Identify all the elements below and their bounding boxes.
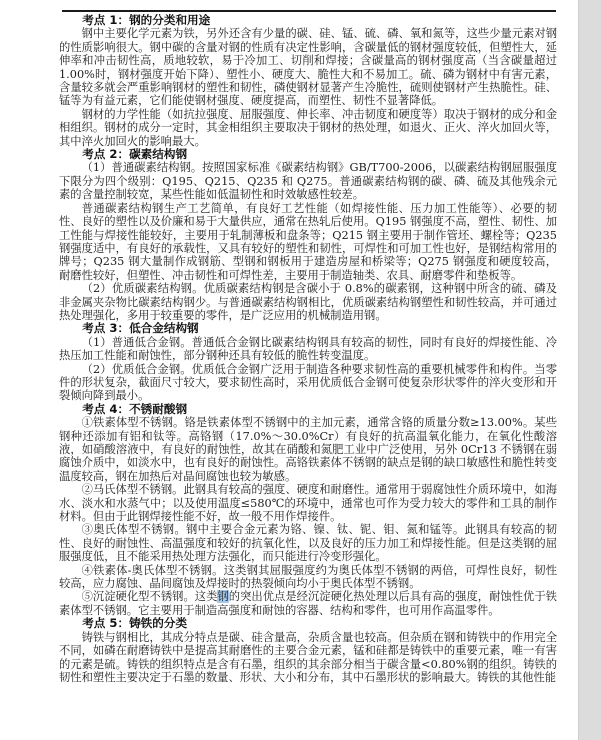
page-edge-gutter xyxy=(578,0,601,740)
heading-exam-point-3: 考点 3：低合金结构钢 xyxy=(82,321,199,336)
text-after-selection: 的突出优点是经沉淀硬化热处理以后具有高的强度，耐蚀性优于铁素体型不锈钢。它主要用于制造高强度和耐蚀的容器、结构和零件，也可用作高温零件。 xyxy=(59,590,557,617)
section-exam-point-2 xyxy=(59,148,557,322)
paragraph: 普通碳素结构钢生产工艺简单，有良好工艺性能（如焊接性能、压力加工性能等）、必要的韧性、良好的塑性以及价廉和易于大量供应，通常在热轧后使用。Q195 钢强度不高，塑性、韧性、加工性能与焊接性能较好，主要用于轧制薄板和盘条等；Q215 钢主要用于制作管坯、螺栓等；Q235 钢强度适中，有良好的承载性，又具有较好的塑性和韧性，可焊性和可加工性也好，是钢结构常用的牌号；Q235 钢大量制作成钢筋、型钢和钢板用于建造房屋和桥梁等；Q275 钢强度和硬度较高，耐磨性较好，但塑性、冲击韧性和可焊性差，主要用于制造轴类、农具、耐磨零件和垫板等。 xyxy=(59,201,557,282)
paragraph: 铸铁与钢相比，其成分特点是碳、硅含量高，杂质含量也较高。但杂质在钢和铸铁中的作用完全不同，如磷在耐磨铸铁中是提高其耐磨性的主要合金元素，锰和硅都是铸铁中的重要元素，唯一有害的元素是硫。铸铁的组织特点是含有石墨，组织的其余部分相当于碳含量<0.80%钢的组织。铸铁的韧性和塑性主要决定于石墨的数量、形状、大小和分布，其中石墨形状的影响最大。铸铁的其他性能 xyxy=(59,630,557,684)
paragraph: （2）优质低合金钢。优质低合金钢广泛用于制造各种要求韧性高的重要机械零件和构件。当零件的形状复杂，截面尺寸较大，要求韧性高时，采用优质低合金钢可使复杂形状零件的淬火变形和开裂倾向降到最小。 xyxy=(59,362,557,403)
section-exam-point-3 xyxy=(59,322,557,402)
heading-exam-point-1: 考点 1：钢的分类和用途 xyxy=(82,13,211,27)
section-exam-point-1 xyxy=(59,14,557,148)
section-exam-point-5 xyxy=(59,617,557,684)
paragraph: 钢中主要化学元素为铁，另外还含有少量的碳、硅、锰、硫、磷、氧和氮等，这些少量元素对钢的性质影响很大。钢中碳的含量对钢的性质有决定性影响，含碳量低的钢材强度较低，但塑性大，延伸率和冲击韧性高，质地较软，易于冷加工、切削和焊接；含碳量高的钢材强度高（当含碳量超过 1.00%时，钢材强度开始下降）、塑性小、硬度大、脆性大和不易加工。硫、磷为钢材中有害元素，含量较多就会严重影响钢材的塑性和韧性，磷使钢材显著产生冷脆性，硫则使钢材产生热脆性。硅、锰等为有益元素，它们能使钢材强度、硬度提高，而塑性、韧性不显著降低。 xyxy=(59,27,557,108)
paragraph: 钢材的力学性能（如抗拉强度、屈服强度、伸长率、冲击韧度和硬度等）取决于钢材的成分和金相组织。钢材的成分一定时，其金相组织主要取决于钢材的热处理，如退火、正火、淬火加回火等，其中淬火加回火的影响最大。 xyxy=(59,107,557,148)
header-rule xyxy=(62,10,556,12)
paragraph: （2）优质碳素结构钢。优质碳素结构钢是含碳小于 0.8%的碳素钢，这种钢中所含的硫、磷及非金属夹杂物比碳素结构钢少。与普通碳素结构钢相比，优质碳素结构钢塑性和韧性较高，并可通过热处理强化，多用于较重要的零件，是广泛应用的机械制造用钢。 xyxy=(59,282,557,322)
paragraph: （1）普通碳素结构钢。按照国家标准《碳素结构钢》GB/T700-2006，以碳素结构钢屈服强度下限分为四个级别：Q195、Q215、Q235 和 Q275。普通碳素结构钢的碳、磷、硫及其他残余元素的含量控制较宽，某些性能如低温韧性和时效敏感性较差。 xyxy=(59,161,557,202)
paragraph: ④铁素体-奥氏体型不锈钢。这类钢其屈服强度约为奥氏体型不锈钢的两倍，可焊性良好，韧性较高，应力腐蚀、晶间腐蚀及焊接时的热裂倾向均小于奥氏体型不锈钢。 xyxy=(59,563,557,591)
paragraph: ①铁素体型不锈钢。铬是铁素体型不锈钢中的主加元素，通常含铬的质量分数≥13.00%。某些钢种还添加有铝和钛等。高铬钢（17.0%～30.0%Cr）有良好的抗高温氧化能力，在氧化性酸溶液，如硝酸溶液中，有良好的耐蚀性，故其在硝酸和氮肥工业中广泛使用，另外 0Cr13 不锈钢在弱腐蚀介质中，如淡水中，也有良好的耐蚀性。高铬铁素体不锈钢的缺点是钢的缺口敏感性和脆性转变温度较高，钢在加热后对晶间腐蚀也较为敏感。 xyxy=(59,416,557,483)
heading-exam-point-4: 考点 4：不锈耐酸钢 xyxy=(82,401,188,416)
paragraph-with-selection xyxy=(59,590,557,617)
paragraph: ③奥氏体型不锈钢。钢中主要合金元素为铬、镍、钛、铌、钼、氮和锰等。此钢具有较高的韧性、良好的耐蚀性、高温强度和较好的抗氧化性，以及良好的压力加工和焊接性能。但是这类钢的屈服强度低，且不能采用热处理方法强化，而只能进行冷变形强化。 xyxy=(59,523,557,564)
document-page xyxy=(59,10,557,684)
section-exam-point-4 xyxy=(59,403,557,618)
paragraph: ②马氏体型不锈钢。此钢具有较高的强度、硬度和耐磨性。通常用于弱腐蚀性介质环境中，如海水、淡水和水蒸气中；以及使用温度≤580℃的环境中，通常也可作为受力较大的零件和工具的制作材料。但由于此钢焊接性能不好，故一般不用作焊接件。 xyxy=(59,483,557,524)
heading-exam-point-2: 考点 2：碳素结构钢 xyxy=(82,147,188,162)
heading-exam-point-5: 考点 5：铸铁的分类 xyxy=(82,616,188,631)
paragraph: （1）普通低合金钢。普通低合金钢比碳素结构钢具有较高的韧性，同时有良好的焊接性能、冷热压加工性能和耐蚀性，部分钢种还具有较低的脆性转变温度。 xyxy=(59,335,557,363)
text-before-selection: ⑤沉淀硬化型不锈钢。这类 xyxy=(81,590,218,604)
selected-text: 钢 xyxy=(217,590,229,604)
